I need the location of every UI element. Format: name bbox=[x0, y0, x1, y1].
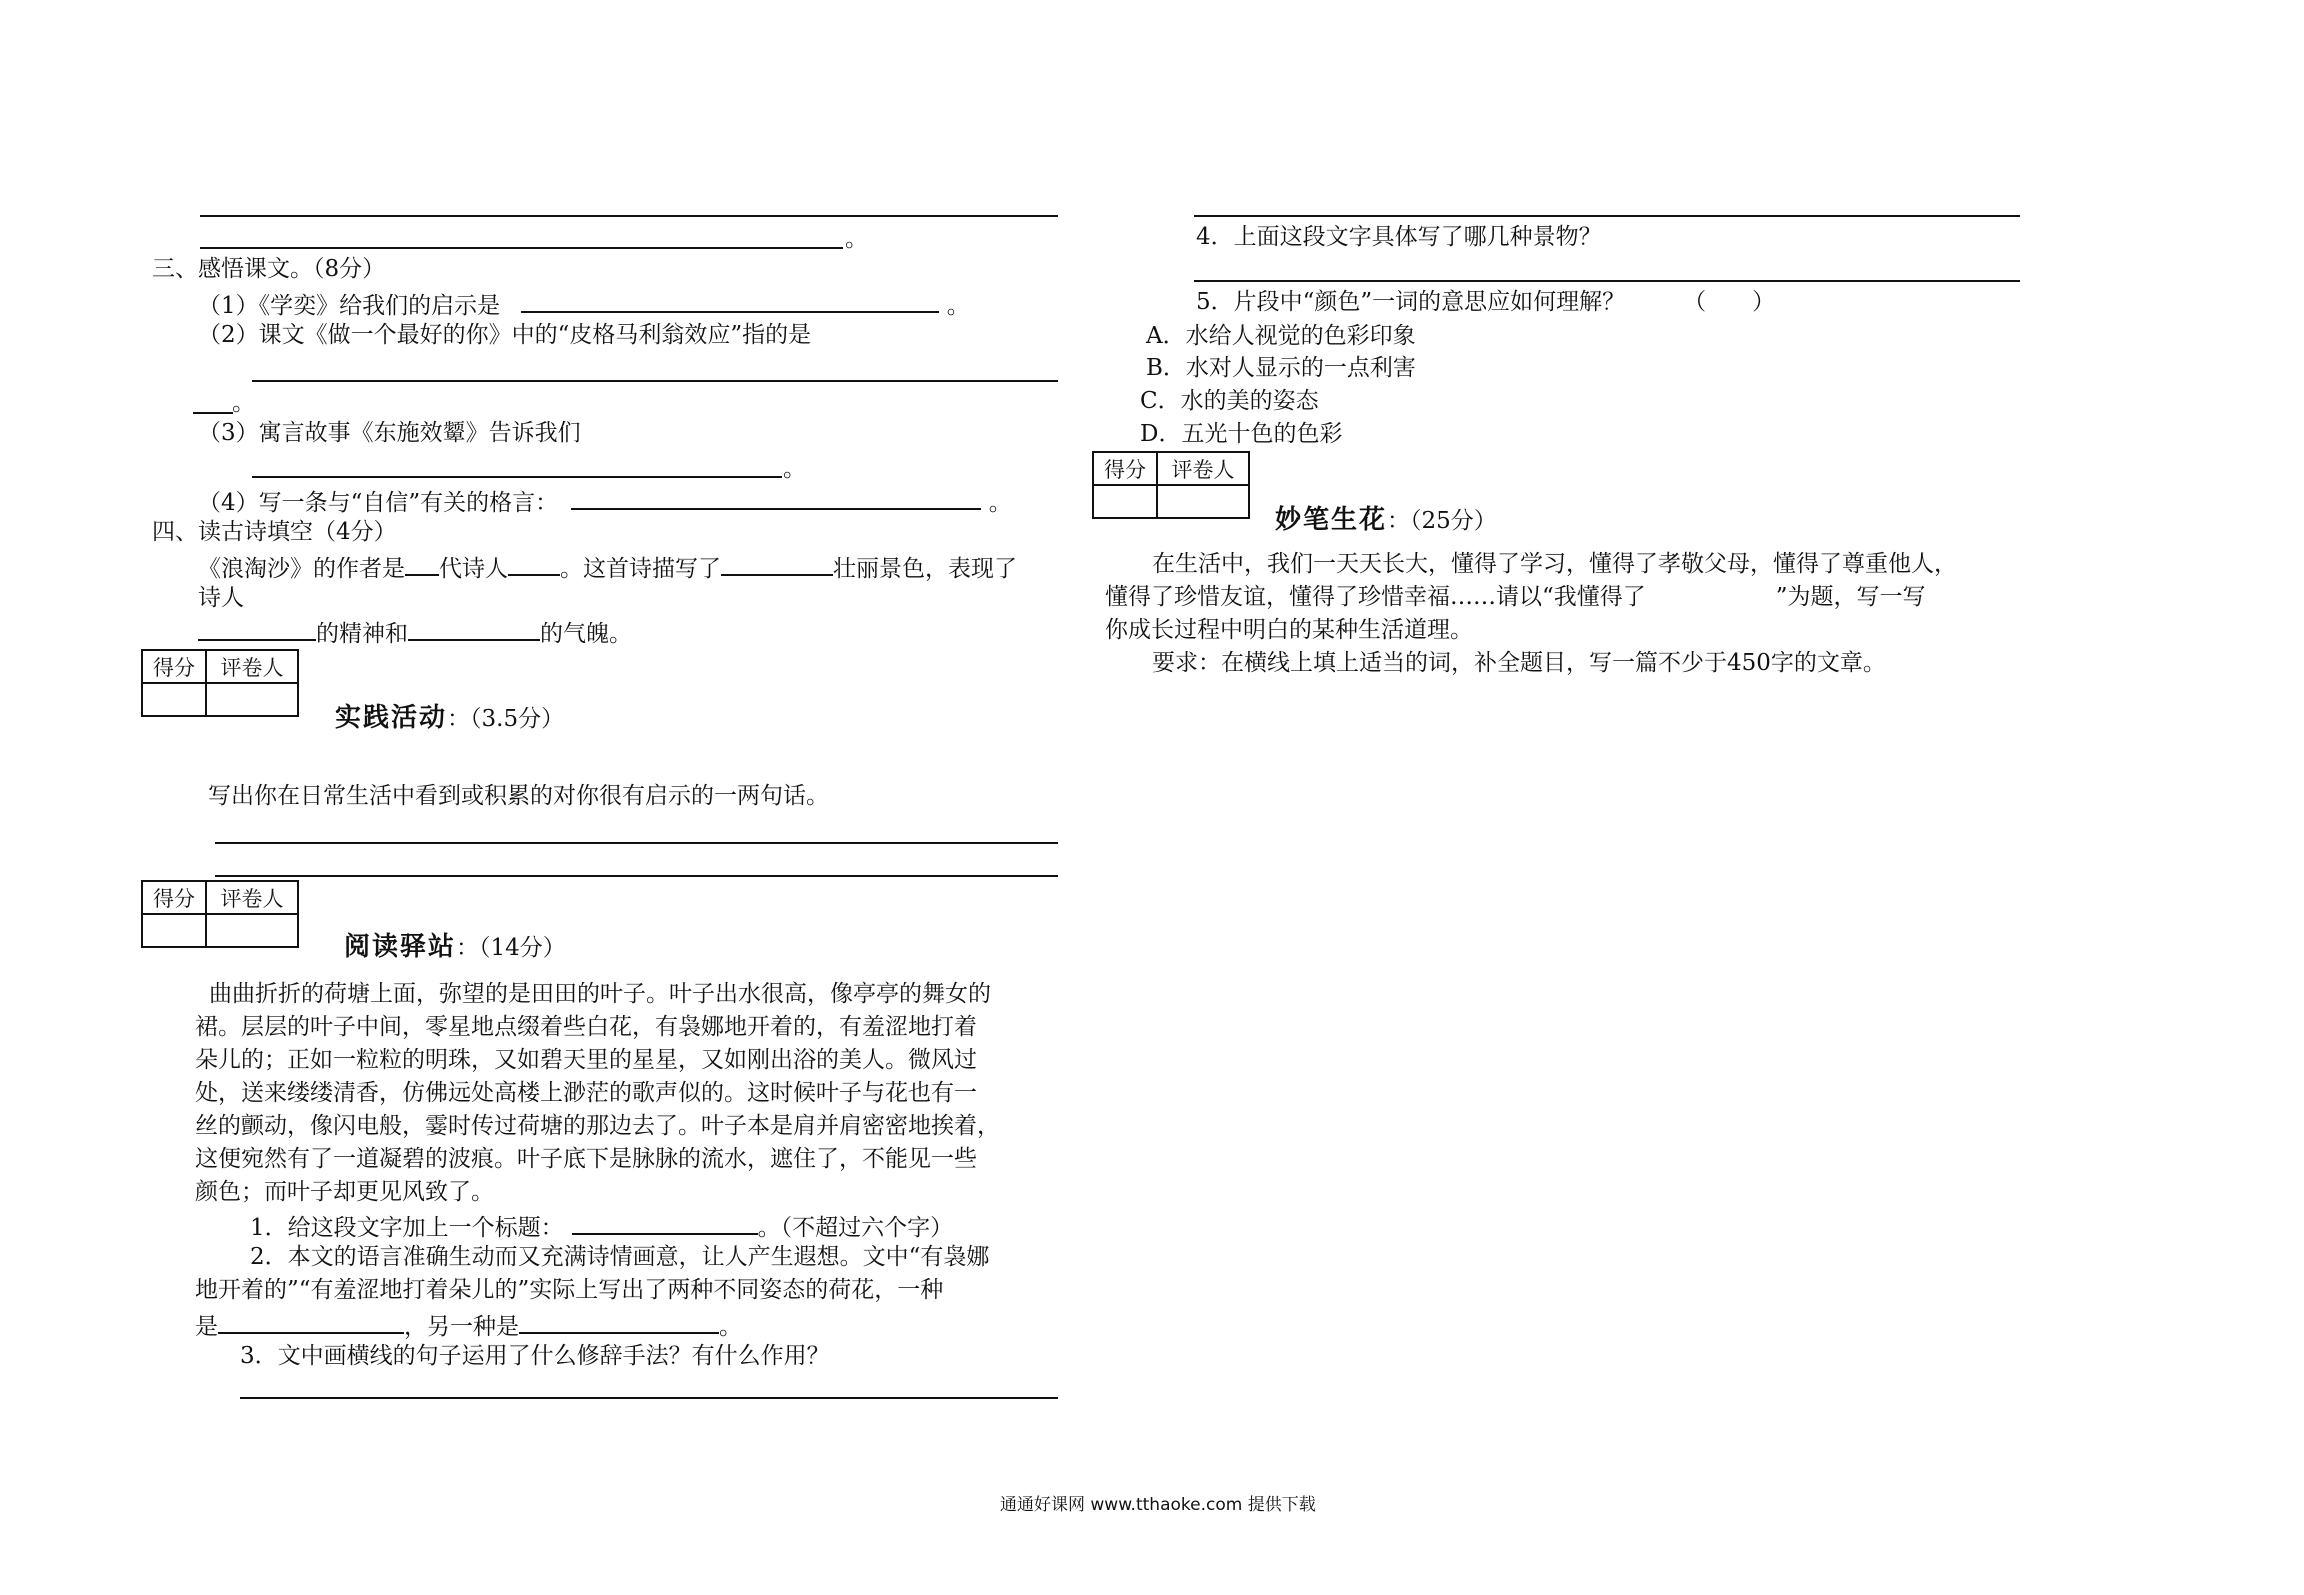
sec3-q4-end: 。 bbox=[988, 490, 1012, 516]
reading-q5 bbox=[1196, 291, 1775, 314]
reading-passage bbox=[195, 978, 1065, 1209]
score-header: 得分 bbox=[1093, 452, 1157, 485]
writing-requirement: 要求：在横线上填上适当的词，补全题目，写一篇不少于450字的文章。 bbox=[1152, 650, 1886, 676]
score-table bbox=[141, 649, 299, 717]
grader-cell[interactable] bbox=[206, 914, 298, 947]
reading-q2-text-c: 。 bbox=[719, 1314, 742, 1340]
reading-q3: 3．文中画横线的句子运用了什么修辞手法？有什么作用？ bbox=[240, 1343, 830, 1369]
grader-header: 评卷人 bbox=[1157, 452, 1249, 485]
sec4-line2: 诗人 bbox=[198, 585, 244, 611]
sec3-q1 bbox=[198, 291, 970, 318]
passage-line: 处，送来缕缕清香，仿佛远处高楼上渺茫的歌声似的。这时候叶子与花也有一 bbox=[195, 1080, 977, 1106]
answer-line bbox=[200, 247, 843, 249]
sec3-q2-blank-cont[interactable] bbox=[193, 412, 233, 414]
writing-line2 bbox=[1105, 586, 1926, 609]
practice-prompt: 写出你在日常生活中看到或积累的对你很有启示的一两句话。 bbox=[208, 783, 829, 809]
score-table bbox=[141, 880, 299, 948]
score-cell[interactable] bbox=[1093, 485, 1157, 518]
sec3-q3: （3）寓言故事《东施效颦》告诉我们 bbox=[198, 420, 581, 446]
answer-line[interactable] bbox=[215, 842, 1058, 844]
grader-header: 评卷人 bbox=[206, 650, 298, 683]
grader-cell[interactable] bbox=[206, 683, 298, 716]
sec3-q2: （2）课文《做一个最好的你》中的“皮格马利翁效应”指的是 bbox=[198, 322, 812, 348]
sec4-poet-text: 代诗人 bbox=[439, 556, 508, 582]
reading-q4: 4．上面这段文字具体写了哪几种景物？ bbox=[1196, 224, 1602, 250]
reading-q2-blank-2[interactable] bbox=[519, 1312, 719, 1334]
reading-heading bbox=[344, 934, 566, 960]
answer-line[interactable] bbox=[1194, 280, 2020, 282]
reading-q2-line3 bbox=[195, 1312, 742, 1339]
passage-line: 这便宛然有了一道凝碧的波痕。叶子底下是脉脉的流水，遮住了，不能见一些 bbox=[195, 1146, 977, 1172]
reading-q5-text: 5．片段中“颜色”一词的意思应如何理解？ bbox=[1196, 289, 1626, 315]
sec4-line3 bbox=[198, 619, 632, 646]
option-d[interactable]: D．五光十色的色彩 bbox=[1140, 421, 1343, 447]
sec4-dynasty-blank[interactable] bbox=[405, 554, 439, 576]
sec4-spirit-blank[interactable] bbox=[198, 619, 316, 641]
sec4-line1 bbox=[198, 554, 1017, 581]
answer-line[interactable] bbox=[215, 875, 1058, 877]
score-cell[interactable] bbox=[142, 683, 206, 716]
option-c[interactable]: C．水的美的姿态 bbox=[1140, 388, 1319, 414]
reading-q2-line1: 2．本文的语言准确生动而又充满诗情画意，让人产生遐想。文中“有袅娜 bbox=[250, 1244, 990, 1270]
sec4-spirit-text: 的精神和 bbox=[316, 621, 408, 647]
sec3-q1-text: （1）《学奕》给我们的启示是 bbox=[198, 293, 501, 319]
footer-source: 通通好课网 www.tthaoke.com 提供下载 bbox=[1000, 1495, 1316, 1515]
option-b[interactable]: B．水对人显示的一点利害 bbox=[1146, 355, 1416, 381]
writing-line2-end: ”为题，写一写 bbox=[1775, 584, 1926, 610]
sec4-courage-text: 的气魄。 bbox=[540, 621, 632, 647]
writing-line2-text: 懂得了珍惜友谊，懂得了珍惜幸福……请以“我懂得了 bbox=[1105, 584, 1646, 610]
sec3-q3-end: 。 bbox=[783, 456, 806, 482]
passage-line: 曲曲折折的荷塘上面，弥望的是田田的叶子。叶子出水很高，像亭亭的舞女的 bbox=[209, 981, 991, 1007]
sec3-q1-end: 。 bbox=[946, 293, 970, 319]
option-a[interactable]: A．水给人视觉的色彩印象 bbox=[1146, 323, 1416, 349]
reading-q2-line2: 地开着的”“有羞涩地打着朵儿的”实际上写出了两种不同姿态的荷花，一种 bbox=[195, 1277, 944, 1303]
answer-line[interactable] bbox=[240, 1397, 1058, 1399]
score-header: 得分 bbox=[142, 650, 206, 683]
reading-q1-text: 1．给这段文字加上一个标题： bbox=[250, 1215, 564, 1241]
reading-q1-blank[interactable] bbox=[572, 1213, 758, 1235]
writing-heading bbox=[1275, 507, 1497, 533]
reading-q2-text-a: 是 bbox=[195, 1314, 218, 1340]
passage-line: 裙。层层的叶子中间，零星地点缀着些白花，有袅娜地开着的，有羞涩地打着 bbox=[195, 1014, 977, 1040]
sec4-show-text: 壮丽景色，表现了 bbox=[833, 556, 1017, 582]
writing-points: ：（25分） bbox=[1387, 508, 1497, 534]
score-cell[interactable] bbox=[142, 914, 206, 947]
score-header: 得分 bbox=[142, 881, 206, 914]
practice-heading bbox=[335, 705, 564, 731]
reading-q1-end: 。（不超过六个字） bbox=[757, 1215, 954, 1241]
grader-header: 评卷人 bbox=[206, 881, 298, 914]
passage-line: 颜色；而叶子却更见风致了。 bbox=[195, 1179, 494, 1205]
reading-q2-text-b: ，另一种是 bbox=[404, 1314, 519, 1340]
line-end-period: 。 bbox=[845, 226, 868, 252]
passage-line: 朵儿的；正如一粒粒的明珠，又如碧天里的星星，又如刚出浴的美人。微风过 bbox=[195, 1047, 977, 1073]
sec4-courage-blank[interactable] bbox=[408, 619, 540, 641]
writing-line1: 在生活中，我们一天天长大，懂得了学习，懂得了孝敬父母，懂得了尊重他人， bbox=[1152, 551, 1957, 577]
sec4-poet-blank[interactable] bbox=[508, 554, 560, 576]
passage-line: 丝的颤动，像闪电般，霎时传过荷塘的那边去了。叶子本是肩并肩密密地挨着， bbox=[195, 1113, 1000, 1139]
writing-line3: 你成长过程中明白的某种生活道理。 bbox=[1105, 617, 1473, 643]
sec4-author-text: 《浪淘沙》的作者是 bbox=[198, 556, 405, 582]
sec3-q2-end: 。 bbox=[232, 390, 255, 416]
sec3-q4 bbox=[198, 488, 1012, 515]
sec4-scene-blank[interactable] bbox=[721, 554, 833, 576]
reading-title: 阅读驿站 bbox=[344, 932, 457, 962]
sec3-q4-blank[interactable] bbox=[571, 488, 981, 510]
grader-cell[interactable] bbox=[1157, 485, 1249, 518]
sec3-q2-blank[interactable] bbox=[252, 380, 1058, 382]
reading-q1 bbox=[250, 1213, 953, 1240]
answer-line bbox=[1194, 215, 2020, 217]
practice-title: 实践活动 bbox=[335, 703, 448, 733]
section-3-heading: 三、感悟课文。（8分） bbox=[152, 256, 386, 282]
sec3-q1-blank[interactable] bbox=[521, 291, 939, 313]
reading-points: ：（14分） bbox=[456, 935, 566, 961]
sec4-describe-text: 。这首诗描写了 bbox=[560, 556, 721, 582]
reading-q2-blank-1[interactable] bbox=[218, 1312, 404, 1334]
answer-line bbox=[200, 215, 1058, 217]
practice-points: ：（3.5分） bbox=[447, 706, 565, 732]
reading-q5-paren[interactable]: （ ） bbox=[1683, 289, 1776, 315]
sec3-q4-text: （4）写一条与“自信”有关的格言： bbox=[198, 490, 559, 516]
writing-title: 妙笔生花 bbox=[1275, 505, 1388, 535]
section-4-heading: 四、读古诗填空（4分） bbox=[152, 519, 397, 545]
sec3-q3-blank[interactable] bbox=[252, 476, 782, 478]
score-table bbox=[1092, 451, 1250, 519]
